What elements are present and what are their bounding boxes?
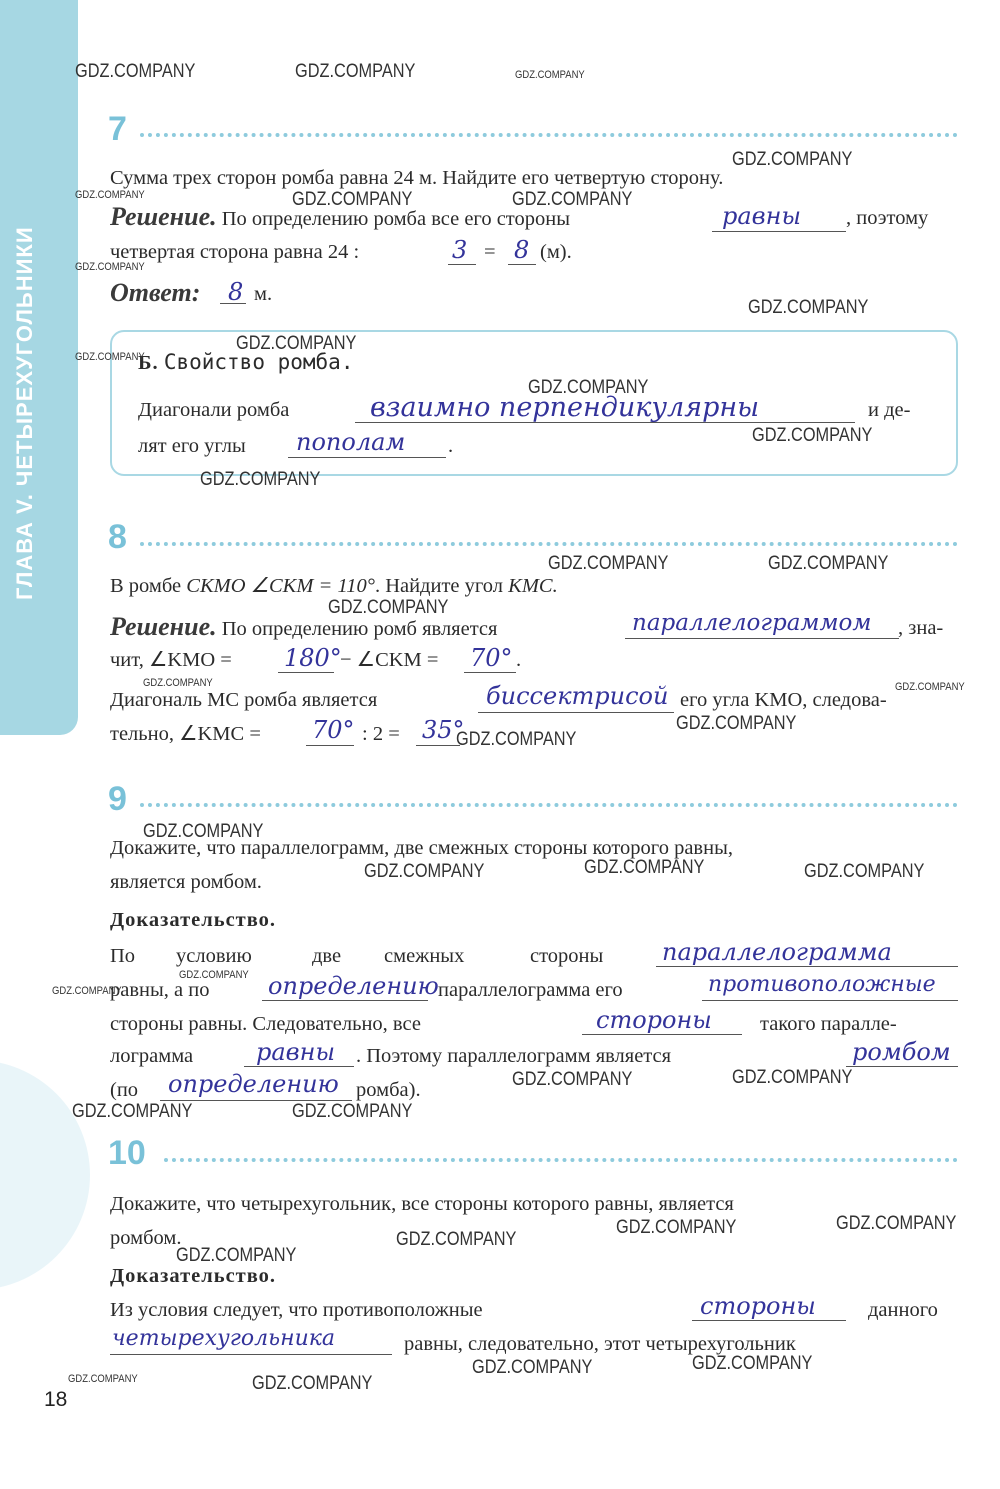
- answer-underline: [464, 672, 516, 673]
- handwritten-answer: стороны: [700, 1292, 816, 1320]
- task7-answer-line: [110, 280, 200, 306]
- task7-statement: Сумма трех сторон ромба равна 24 м. Найдите его четвертую сторону.: [110, 167, 724, 189]
- text: В ромбе: [110, 575, 182, 597]
- handwritten-answer: 180°: [284, 644, 342, 672]
- watermark: GDZ.COMPANY: [75, 189, 145, 201]
- answer-underline: [625, 638, 899, 639]
- watermark: GDZ.COMPANY: [75, 261, 145, 273]
- watermark: GDZ.COMPANY: [292, 1101, 413, 1122]
- watermark: GDZ.COMPANY: [143, 677, 213, 689]
- task10-statement-line1: Докажите, что четырехугольник, все стороны которого равны, является: [110, 1193, 734, 1215]
- watermark: GDZ.COMPANY: [252, 1373, 373, 1394]
- math: KMC.: [508, 575, 558, 597]
- math: CKMO ∠CKM = 110°: [186, 575, 375, 597]
- text: Из условия следует, что противоположные: [110, 1299, 483, 1321]
- watermark: GDZ.COMPANY: [72, 1101, 193, 1122]
- text: .: [448, 435, 454, 457]
- handwritten-answer: параллелограмма: [662, 938, 892, 966]
- text: =: [484, 241, 496, 263]
- proof-label: Доказательство.: [110, 909, 277, 931]
- watermark: GDZ.COMPANY: [52, 985, 122, 997]
- text: Б.: [138, 352, 159, 374]
- task-number-9: 9: [108, 780, 127, 818]
- text: ромба).: [356, 1079, 421, 1101]
- solution-label: Решение.: [110, 612, 217, 641]
- watermark: GDZ.COMPANY: [75, 351, 145, 363]
- text: стороны: [530, 945, 604, 967]
- watermark: GDZ.COMPANY: [295, 61, 416, 82]
- answer-underline: [262, 1000, 428, 1001]
- answer-label: Ответ:: [110, 278, 201, 307]
- text: условию: [176, 945, 252, 967]
- watermark: GDZ.COMPANY: [836, 1213, 957, 1234]
- answer-underline: [416, 745, 460, 746]
- watermark: GDZ.COMPANY: [895, 681, 965, 693]
- proof-label: Доказательство.: [110, 1265, 277, 1287]
- task-divider: [140, 133, 958, 137]
- text: − ∠CKM =: [340, 649, 439, 671]
- watermark: GDZ.COMPANY: [236, 333, 357, 354]
- answer-underline: [110, 1354, 392, 1355]
- watermark: GDZ.COMPANY: [200, 469, 321, 490]
- handwritten-answer: определению: [168, 1070, 339, 1098]
- text: По определению ромба все его стороны: [221, 208, 570, 230]
- text: м.: [254, 283, 273, 305]
- answer-underline: [278, 672, 334, 673]
- answer-underline: [692, 1320, 846, 1321]
- text: лограмма: [110, 1045, 194, 1067]
- handwritten-answer: равны: [256, 1038, 335, 1066]
- page-number: 18: [44, 1388, 68, 1411]
- task-number-8: 8: [108, 518, 127, 556]
- handwritten-answer: 35°: [422, 716, 465, 744]
- watermark: GDZ.COMPANY: [692, 1353, 813, 1374]
- answer-underline: [508, 264, 536, 265]
- watermark: GDZ.COMPANY: [143, 821, 264, 842]
- watermark: GDZ.COMPANY: [328, 597, 449, 618]
- handwritten-answer: пополам: [296, 428, 406, 456]
- answer-underline: [288, 457, 446, 458]
- text: (по: [110, 1079, 139, 1101]
- watermark: GDZ.COMPANY: [768, 553, 889, 574]
- handwritten-answer: определению: [268, 972, 439, 1000]
- handwritten-answer: четырехугольника: [112, 1326, 336, 1351]
- handwritten-answer: 8: [228, 278, 244, 306]
- text: , зна-: [898, 617, 944, 639]
- answer-underline: [220, 303, 246, 304]
- answer-underline: [448, 264, 476, 265]
- watermark: GDZ.COMPANY: [456, 729, 577, 750]
- task-divider: [140, 542, 958, 546]
- theory-box-title: [138, 352, 353, 374]
- text: равны, следовательно, этот четырехугольник: [404, 1333, 796, 1355]
- handwritten-answer: равны: [722, 202, 801, 230]
- task-divider: [140, 803, 958, 807]
- chapter-title: ГЛАВА V. ЧЕТЫРЕХУГОЛЬНИКИ: [12, 226, 37, 600]
- handwritten-answer: 8: [514, 236, 530, 264]
- text: две: [312, 945, 342, 967]
- text: тельно, ∠KMC =: [110, 723, 261, 745]
- answer-underline: [656, 966, 958, 967]
- handwritten-answer: 70°: [312, 716, 355, 744]
- watermark: GDZ.COMPANY: [179, 969, 249, 981]
- watermark: GDZ.COMPANY: [75, 61, 196, 82]
- text: такого паралле-: [760, 1013, 897, 1035]
- answer-underline: [582, 1034, 742, 1035]
- handwritten-answer: стороны: [596, 1006, 712, 1034]
- watermark: GDZ.COMPANY: [396, 1229, 517, 1250]
- text: лят его углы: [138, 435, 246, 457]
- text: параллелограмма его: [438, 979, 623, 1001]
- handwritten-answer: 70°: [470, 644, 513, 672]
- text: По определению ромб является: [221, 618, 498, 640]
- text: .: [516, 649, 522, 671]
- watermark: GDZ.COMPANY: [752, 425, 873, 446]
- task7-line2: четвертая сторона равна 24 :: [110, 241, 360, 263]
- watermark: GDZ.COMPANY: [548, 553, 669, 574]
- text: Свойство ромба.: [163, 350, 354, 374]
- text: данного: [868, 1299, 938, 1321]
- watermark: GDZ.COMPANY: [364, 861, 485, 882]
- handwritten-answer: противоположные: [708, 972, 936, 997]
- watermark: GDZ.COMPANY: [748, 297, 869, 318]
- text: и де-: [868, 399, 911, 421]
- text: его угла KMO, следова-: [680, 689, 887, 711]
- text: . Поэтому параллелограмм является: [356, 1045, 672, 1067]
- answer-underline: [244, 1066, 354, 1067]
- task-divider: [164, 1158, 958, 1162]
- text: . Найдите угол: [374, 575, 504, 597]
- text: равны, а по: [110, 979, 210, 1001]
- text: , поэтому: [846, 207, 929, 229]
- watermark: GDZ.COMPANY: [292, 189, 413, 210]
- task9-statement-line2: является ромбом.: [110, 871, 262, 893]
- answer-underline: [712, 231, 846, 232]
- watermark: GDZ.COMPANY: [616, 1217, 737, 1238]
- watermark: GDZ.COMPANY: [804, 861, 925, 882]
- answer-underline: [478, 712, 674, 713]
- handwritten-answer: биссектрисой: [486, 682, 669, 710]
- watermark: GDZ.COMPANY: [584, 857, 705, 878]
- text: По: [110, 945, 136, 967]
- watermark: GDZ.COMPANY: [512, 189, 633, 210]
- watermark: GDZ.COMPANY: [176, 1245, 297, 1266]
- solution-label: Решение.: [110, 202, 217, 231]
- watermark: GDZ.COMPANY: [472, 1357, 593, 1378]
- watermark: GDZ.COMPANY: [515, 69, 585, 81]
- task-number-7: 7: [108, 110, 127, 148]
- answer-underline: [702, 1000, 958, 1001]
- task-number-10: 10: [108, 1134, 146, 1172]
- answer-underline: [306, 745, 354, 746]
- watermark: GDZ.COMPANY: [732, 1067, 853, 1088]
- text: чит, ∠KMO =: [110, 649, 232, 671]
- task8-statement: [110, 576, 558, 597]
- text: Диагонали ромба: [138, 399, 290, 421]
- watermark: GDZ.COMPANY: [732, 149, 853, 170]
- task10-statement-line2: ромбом.: [110, 1227, 182, 1249]
- handwritten-answer: параллелограммом: [632, 610, 872, 636]
- handwritten-answer: 3: [452, 236, 468, 264]
- answer-underline: [846, 1066, 958, 1067]
- task9-statement-line1: Докажите, что параллелограмм, две смежных стороны которого равны,: [110, 837, 733, 859]
- text: Диагональ MC ромба является: [110, 689, 378, 711]
- text: : 2 =: [362, 723, 400, 745]
- watermark: GDZ.COMPANY: [68, 1373, 138, 1385]
- answer-underline: [355, 422, 855, 423]
- text: (м).: [540, 241, 572, 263]
- watermark: GDZ.COMPANY: [512, 1069, 633, 1090]
- watermark: GDZ.COMPANY: [676, 713, 797, 734]
- text: стороны равны. Следовательно, все: [110, 1013, 421, 1035]
- text: смежных: [384, 945, 465, 967]
- watermark: GDZ.COMPANY: [528, 377, 649, 398]
- decorative-circle: [0, 1060, 90, 1290]
- handwritten-answer: ромбом: [852, 1038, 951, 1066]
- handwritten-answer: взаимно перпендикулярны: [370, 392, 760, 423]
